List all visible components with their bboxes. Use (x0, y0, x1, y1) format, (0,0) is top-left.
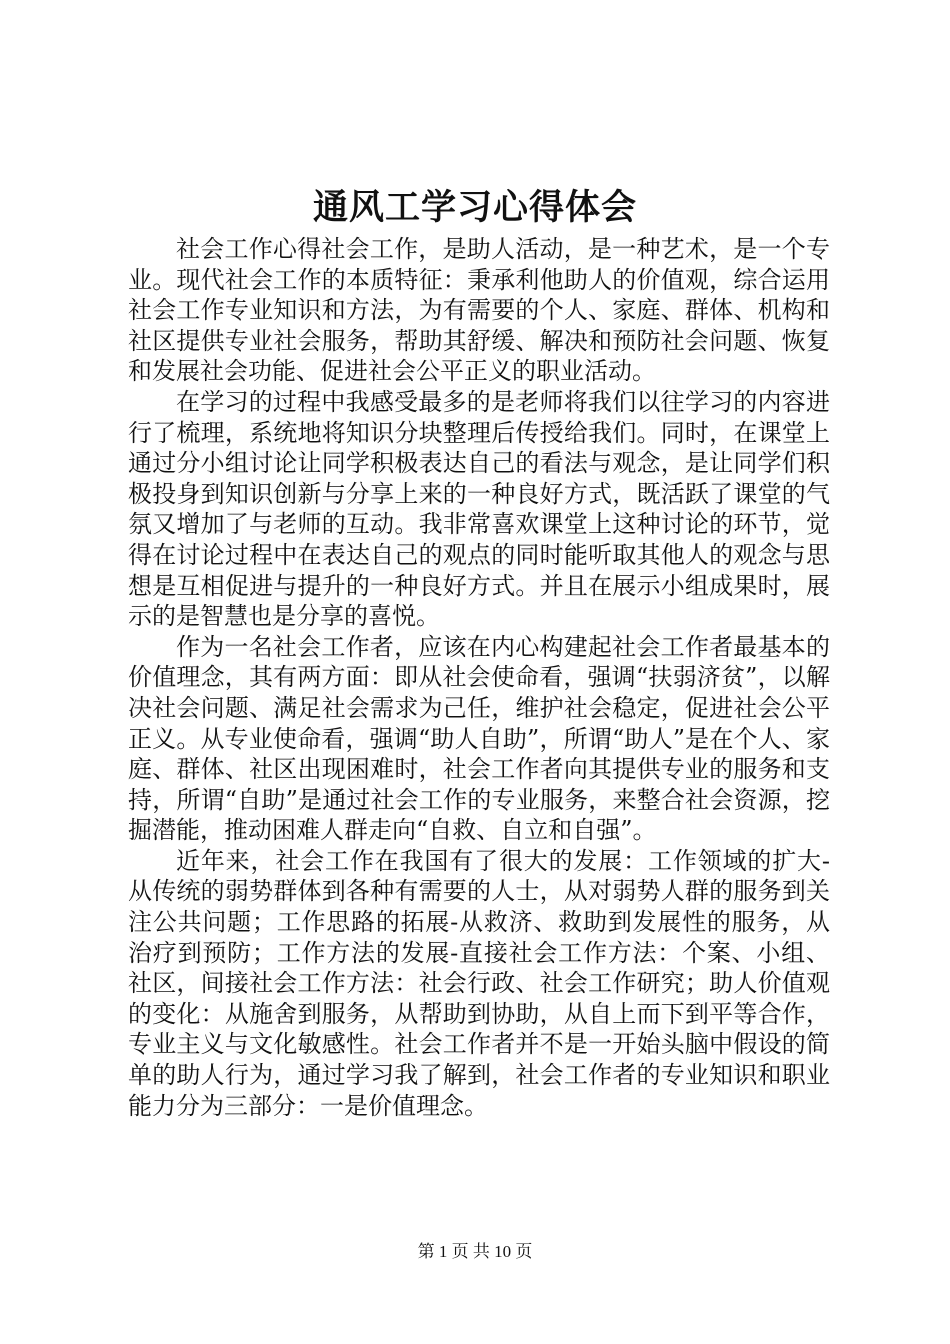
document-title: 通风工学习心得体会 (312, 187, 637, 228)
paragraph-4: 近年来，社会工作在我国有了很大的发展：工作领域的扩大-从传统的弱势群体到各种有需要的人士，从对弱势人群的服务到关注公共问题；工作思路的拓展-从救济、救助到发展性的服务，从治疗到预防；工作方法的发展-直接社会工作方法：个案、小组、社区，间接社会工作方法：社会行政、社会工作研究；助人价值观的变化：从施舍到服务，从帮助到协助，从自上而下到平等合作，专业主义与文化敏感性。社会工作者并不是一开始头脑中假设的简单的助人行为，通过学习我了解到，社会工作者的专业知识和职业能力分为三部分：一是价值理念。 (128, 846, 830, 1120)
paragraph-2: 在学习的过程中我感受最多的是老师将我们以往学习的内容进行了梳理，系统地将知识分块整理后传授给我们。同时，在课堂上通过分小组讨论让同学积极表达自己的看法与观念，是让同学们积极投身到知识创新与分享上来的一种良好方式，既活跃了课堂的气氛又增加了与老师的互动。我非常喜欢课堂上这种讨论的环节，觉得在讨论过程中在表达自己的观点的同时能听取其他人的观念与思想是互相促进与提升的一种良好方式。并且在展示小组成果时，展示的是智慧也是分享的喜悦。 (128, 387, 830, 631)
document-body (128, 234, 830, 1121)
paragraph-1: 社会工作心得社会工作，是助人活动，是一种艺术，是一个专业。现代社会工作的本质特征：秉承利他助人的价值观，综合运用社会工作专业知识和方法，为有需要的个人、家庭、群体、机构和社区提供专业社会服务，帮助其舒缓、解决和预防社会问题、恢复和发展社会功能、促进社会公平正义的职业活动。 (128, 235, 830, 386)
paragraph-3: 作为一名社会工作者，应该在内心构建起社会工作者最基本的价值理念，其有两方面：即从社会使命看，强调“扶弱济贫”，以解决社会问题、满足社会需求为己任，维护社会稳定，促进社会公平正义。从专业使命看，强调“助人自助”，所谓“助人”是在个人、家庭、群体、社区出现困难时，社会工作者向其提供专业的服务和支持，所谓“自助”是通过社会工作的专业服务，来整合社会资源，挖掘潜能，推动困难人群走向“自救、自立和自强”。 (128, 632, 830, 845)
page-footer: 第 1 页 共 10 页 (417, 1242, 533, 1261)
